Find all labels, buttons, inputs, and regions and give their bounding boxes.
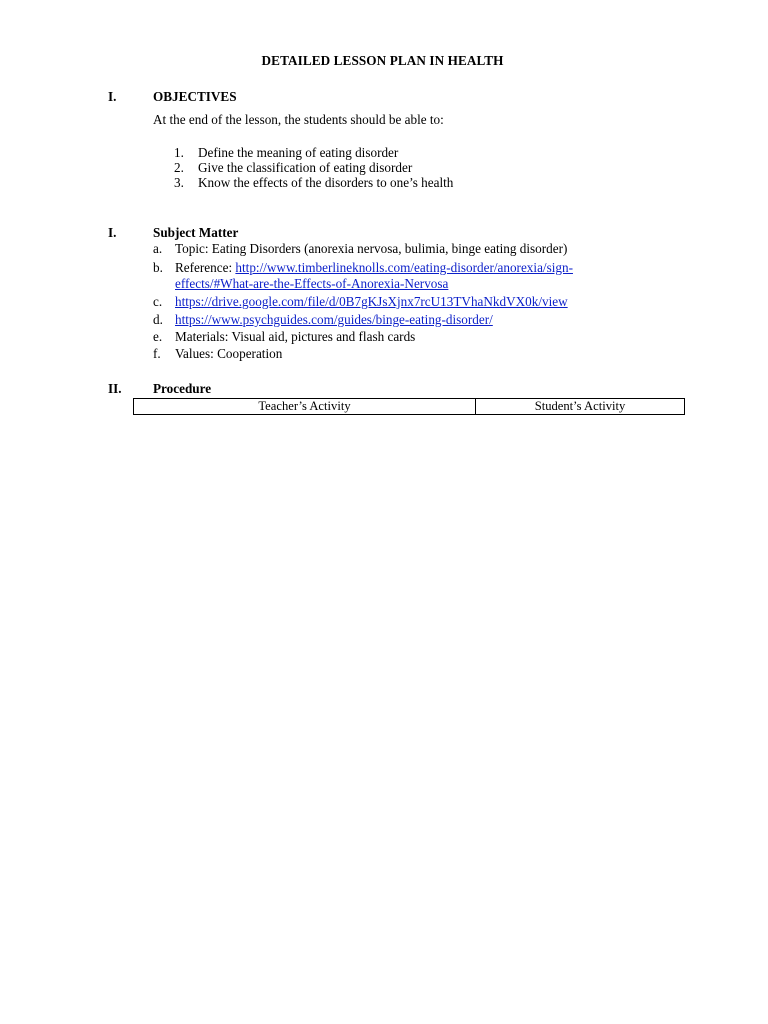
teacher-activity-header: Teacher’s Activity xyxy=(134,399,476,414)
list-item-letter: d. xyxy=(153,312,163,327)
psychguides-link[interactable]: https://www.psychguides.com/guides/binge-eating-disorder/ xyxy=(175,312,493,327)
subject-matter-heading: Subject Matter xyxy=(153,225,239,240)
psychguides-link-line xyxy=(175,312,493,328)
list-item-number: 2. xyxy=(174,160,184,175)
list-item-text: Give the classification of eating disorder xyxy=(198,160,413,175)
list-item-number: 1. xyxy=(174,145,184,160)
values-text: Values: Cooperation xyxy=(175,346,283,361)
materials-text: Materials: Visual aid, pictures and flash cards xyxy=(175,329,416,344)
reference-link-continued[interactable]: effects/#What-are-the-Effects-of-Anorexia-Nervosa xyxy=(175,276,449,291)
objectives-heading: OBJECTIVES xyxy=(153,89,237,104)
student-activity-header: Student’s Activity xyxy=(534,399,626,413)
reference-prefix: Reference: xyxy=(175,260,236,275)
reference-link[interactable]: http://www.timberlineknolls.com/eating-disorder/anorexia/sign- xyxy=(235,260,573,275)
list-item-letter: a. xyxy=(153,241,163,256)
topic-text: Topic: Eating Disorders (anorexia nervosa, bulimia, binge eating disorder) xyxy=(175,241,568,256)
list-item-text: Define the meaning of eating disorder xyxy=(198,145,399,160)
reference-line xyxy=(175,260,573,276)
list-item-number: 3. xyxy=(174,175,184,190)
list-item-letter: e. xyxy=(153,329,163,344)
list-item-letter: b. xyxy=(153,260,163,275)
subject-matter-section-number: I. xyxy=(108,225,117,240)
drive-link-line xyxy=(175,294,568,310)
list-item-letter: f. xyxy=(153,346,161,361)
objectives-section-number: I. xyxy=(108,89,117,104)
procedure-heading: Procedure xyxy=(153,381,212,396)
list-item-letter: c. xyxy=(153,294,163,309)
list-item-text: Know the effects of the disorders to one’s health xyxy=(198,175,454,190)
google-drive-link[interactable]: https://drive.google.com/file/d/0B7gKJsXjnx7rcU13TVhaNkdVX0k/view xyxy=(175,294,568,309)
objectives-intro: At the end of the lesson, the students should be able to: xyxy=(153,112,444,127)
document-title: DETAILED LESSON PLAN IN HEALTH xyxy=(261,53,504,68)
procedure-section-number: II. xyxy=(108,381,122,396)
procedure-table xyxy=(133,398,685,415)
reference-line-continued xyxy=(175,276,448,292)
